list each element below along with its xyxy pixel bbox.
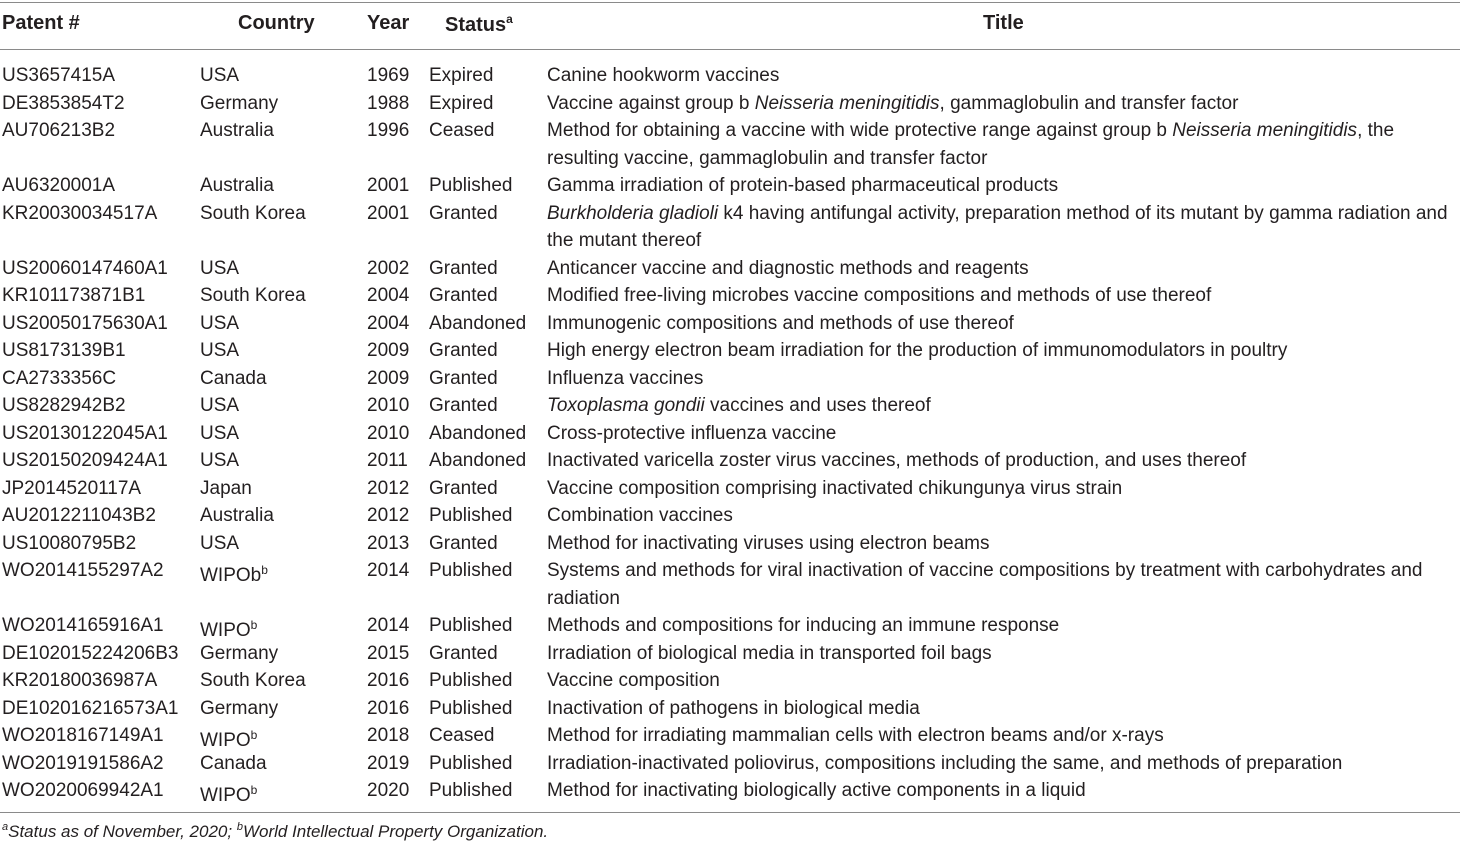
patent-number: US20130122045A1 [2, 422, 168, 444]
country [200, 90, 278, 118]
country [200, 777, 257, 810]
status: Abandoned [429, 450, 527, 471]
country-name: WIPO [200, 620, 251, 642]
year: 2020 [367, 780, 410, 801]
patent-number: KR101173871B1 [2, 285, 146, 306]
patent-number: DE3853854T2 [2, 92, 125, 114]
country-footnote-mark: b [250, 728, 258, 742]
patent-title [547, 62, 1455, 90]
header-title: Title [983, 12, 1024, 34]
title-segment: Vaccine composition [547, 670, 720, 691]
title-segment: Method for irradiating mammalian cells with electron beams and/or x-rays [547, 725, 1164, 746]
title-segment: Methods and compositions for inducing an immune response [547, 615, 1060, 636]
patent-number: DE102015224206B3 [2, 642, 179, 664]
country-footnote-mark: b [261, 563, 268, 577]
patent-number: JP2014520117A [2, 477, 142, 499]
country [200, 475, 252, 503]
patent-title [547, 722, 1455, 750]
status: Expired [429, 65, 494, 86]
year: 2004 [367, 312, 410, 334]
patent-number: US20150209424A1 [2, 450, 168, 471]
country-name: WIPOb [200, 565, 262, 587]
patent-number: US8282942B2 [2, 395, 126, 416]
patent-title [547, 420, 1455, 448]
country-name: Germany [200, 642, 279, 664]
patent-number: US8173139B1 [2, 340, 126, 361]
title-segment: Vaccine composition comprising inactivated chikungunya virus strain [547, 477, 1123, 499]
country-name: Australia [200, 505, 274, 526]
country [200, 667, 306, 695]
country [200, 172, 274, 200]
year: 2001 [367, 175, 410, 196]
patent-title [547, 695, 1455, 723]
footnote-mark-a: a [2, 821, 9, 833]
title-segment: Cross-protective influenza vaccine [547, 422, 837, 444]
title-segment: , gammaglobulin and transfer factor [939, 92, 1239, 114]
title-segment: Canine hookworm vaccines [547, 65, 780, 86]
patent-title [547, 475, 1455, 503]
patent-title [547, 447, 1455, 475]
country-name: USA [200, 312, 240, 334]
status: Granted [429, 395, 498, 416]
year: 2004 [367, 285, 410, 306]
title-segment: Gamma irradiation of protein-based pharmaceutical products [547, 175, 1059, 196]
header-status-label: Status [445, 13, 507, 36]
patent-title [547, 310, 1455, 338]
country [200, 447, 239, 475]
country [200, 255, 239, 283]
status: Abandoned [429, 422, 527, 444]
header-patent: Patent # [2, 12, 80, 34]
status: Granted [429, 477, 498, 499]
title-italic-segment: Toxoplasma gondii [547, 395, 705, 416]
year: 2009 [367, 367, 410, 389]
status: Published [429, 780, 513, 801]
country [200, 392, 239, 420]
patent-title [547, 667, 1455, 695]
patent-title [547, 200, 1455, 255]
table-footnote [2, 821, 548, 842]
country [200, 62, 239, 90]
year: 1969 [367, 65, 410, 86]
patent-number: KR20030034517A [2, 202, 158, 224]
year: 2001 [367, 202, 410, 224]
country [200, 640, 278, 668]
footnote-mark-b: b [236, 821, 243, 833]
title-segment: High energy electron beam irradiation for the production of immunomodulators in poultry [547, 340, 1288, 361]
country [200, 502, 274, 530]
year: 2009 [367, 340, 410, 361]
header-rule [0, 49, 1460, 50]
country-name: South Korea [200, 202, 306, 224]
title-italic-segment: Neisseria meningitidis [754, 92, 940, 114]
title-segment: , the resulting vaccine, gammaglobulin and transfer factor [547, 120, 1395, 169]
country-name: USA [200, 257, 240, 279]
country-name: Australia [200, 175, 274, 196]
patent-number: WO2019191586A2 [2, 752, 164, 774]
country-name: Germany [200, 697, 279, 719]
patent-title [547, 640, 1455, 668]
country [200, 200, 306, 228]
country-name: USA [200, 532, 240, 554]
header-year: Year [367, 12, 410, 34]
status: Granted [429, 202, 498, 224]
patent-title [547, 612, 1455, 640]
year: 2014 [367, 560, 410, 581]
status: Granted [429, 285, 498, 306]
status: Published [429, 752, 513, 774]
country-name: USA [200, 422, 240, 444]
country-name: USA [200, 450, 240, 471]
status: Abandoned [429, 312, 527, 334]
title-segment: Irradiation-inactivated poliovirus, compositions including the same, and methods of preparation [547, 752, 1343, 774]
title-segment: Method for inactivating biologically active components in a liquid [547, 780, 1086, 801]
title-segment: Combination vaccines [547, 505, 733, 526]
country-name: Canada [200, 752, 267, 774]
status: Published [429, 697, 513, 719]
country [200, 557, 268, 590]
title-italic-segment: Burkholderia gladioli [547, 202, 719, 224]
footnote-b-text: World Intellectual Property Organization. [242, 821, 549, 841]
status: Published [429, 175, 513, 196]
patent-title [547, 337, 1455, 365]
patent-number: US10080795B2 [2, 532, 137, 554]
patent-number: WO2014165916A1 [2, 615, 164, 636]
status: Published [429, 560, 513, 581]
footnote-a-text: Status as of November, 2020; [8, 821, 237, 841]
patent-number: KR20180036987A [2, 670, 158, 691]
status: Published [429, 505, 513, 526]
year: 2012 [367, 477, 410, 499]
country-name: South Korea [200, 285, 306, 306]
year: 1988 [367, 92, 410, 114]
country-name: USA [200, 395, 240, 416]
title-segment: Systems and methods for viral inactivation of vaccine compositions by treatment with carbohydrates and radiation [547, 560, 1423, 609]
country [200, 365, 267, 393]
patent-number: US20050175630A1 [2, 312, 168, 334]
year: 2012 [367, 505, 410, 526]
title-segment: Inactivated varicella zoster virus vaccines, methods of production, and uses thereof [547, 450, 1247, 471]
title-segment: Immunogenic compositions and methods of use thereof [547, 312, 1014, 334]
year: 2018 [367, 725, 410, 746]
bottom-rule [0, 812, 1460, 813]
status: Ceased [429, 120, 495, 141]
title-segment: vaccines and uses thereof [704, 395, 931, 416]
year: 2010 [367, 395, 410, 416]
status: Expired [429, 92, 494, 114]
year: 2014 [367, 615, 410, 636]
year: 2015 [367, 642, 410, 664]
country-name: Canada [200, 367, 267, 389]
status: Ceased [429, 725, 495, 746]
country-name: WIPO [200, 785, 251, 807]
patent-title [547, 557, 1455, 612]
year: 2011 [367, 450, 408, 471]
status: Published [429, 615, 513, 636]
country-name: USA [200, 65, 240, 86]
patent-title [547, 502, 1455, 530]
country [200, 117, 274, 145]
patent-title [547, 530, 1455, 558]
year: 2019 [367, 752, 410, 774]
title-segment: Method for obtaining a vaccine with wide protective range against group b [547, 120, 1173, 141]
title-segment: Vaccine against group b [547, 92, 755, 114]
patent-title [547, 750, 1455, 778]
header-status [445, 12, 513, 37]
status: Granted [429, 257, 498, 279]
title-italic-segment: Neisseria meningitidis [1172, 120, 1358, 141]
patent-number: CA2733356C [2, 367, 117, 389]
patent-title [547, 90, 1455, 118]
patent-title [547, 255, 1455, 283]
top-rule [0, 2, 1460, 3]
patent-title [547, 365, 1455, 393]
patent-number: US3657415A [2, 65, 116, 86]
patent-title [547, 117, 1455, 172]
status: Granted [429, 340, 498, 361]
country [200, 310, 239, 338]
patent-number: AU6320001A [2, 175, 116, 196]
header-country: Country [238, 12, 315, 34]
patent-title [547, 282, 1455, 310]
patent-number: US20060147460A1 [2, 257, 168, 279]
title-segment: k4 having antifungal activity, preparation method of its mutant by gamma radiation and the mutant thereof [547, 202, 1448, 251]
title-segment: Anticancer vaccine and diagnostic methods and reagents [547, 257, 1029, 279]
patent-number: WO2018167149A1 [2, 725, 164, 746]
status: Granted [429, 532, 498, 554]
title-segment: Modified free-living microbes vaccine compositions and methods of use thereof [547, 285, 1212, 306]
country-name: Japan [200, 477, 252, 499]
country [200, 695, 278, 723]
country-name: Germany [200, 92, 279, 114]
title-segment: Influenza vaccines [547, 367, 704, 389]
status: Granted [429, 367, 498, 389]
patent-number: WO2014155297A2 [2, 560, 164, 581]
patent-number: DE102016216573A1 [2, 697, 179, 719]
year: 2010 [367, 422, 410, 444]
country [200, 750, 267, 778]
country-name: Australia [200, 120, 274, 141]
patent-number: WO2020069942A1 [2, 780, 164, 801]
title-segment: Method for inactivating viruses using electron beams [547, 532, 990, 554]
country-name: South Korea [200, 670, 306, 691]
country [200, 337, 239, 365]
country [200, 420, 239, 448]
status: Granted [429, 642, 498, 664]
country-footnote-mark: b [250, 783, 258, 797]
patent-number: AU2012211043B2 [2, 505, 156, 526]
year: 1996 [367, 120, 410, 141]
patent-title [547, 777, 1455, 805]
patent-number: AU706213B2 [2, 120, 116, 141]
year: 2016 [367, 670, 410, 691]
year: 2013 [367, 532, 410, 554]
patent-title [547, 392, 1455, 420]
country-name: USA [200, 340, 240, 361]
country-name: WIPO [200, 730, 251, 752]
country-footnote-mark: b [250, 618, 258, 632]
country [200, 530, 239, 558]
patent-title [547, 172, 1455, 200]
status: Published [429, 670, 513, 691]
header-status-footnote-mark: a [506, 12, 513, 26]
title-segment: Inactivation of pathogens in biological media [547, 697, 920, 719]
country [200, 282, 306, 310]
title-segment: Irradiation of biological media in transported foil bags [547, 642, 992, 664]
year: 2016 [367, 697, 410, 719]
year: 2002 [367, 257, 410, 279]
